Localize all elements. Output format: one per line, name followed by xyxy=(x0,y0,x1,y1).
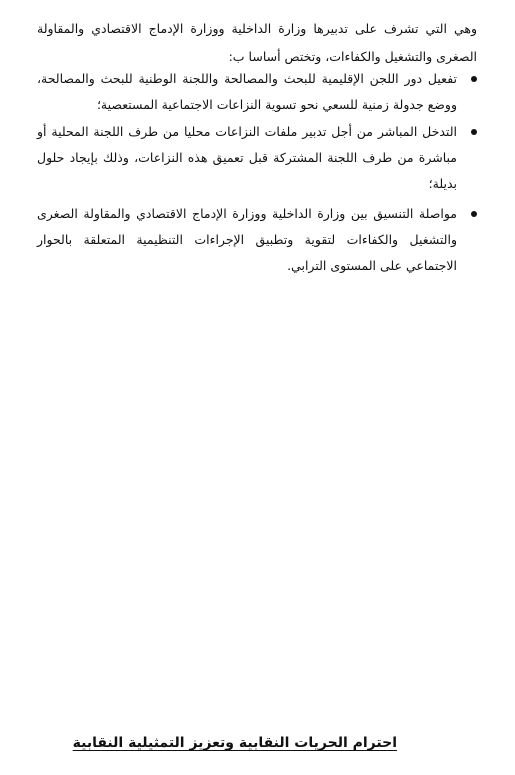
bullet-text: التدخل المباشر من أجل تدبير ملفات النزاعات محليا من طرف اللجنة المحلية أو مباشرة من طرف اللجنة المشتركة قبل تعميق هذه النزاعات، وذلك بإيجاد حلول بديلة؛ xyxy=(37,124,457,191)
intro-paragraph: وهي التي تشرف على تدبيرها وزارة الداخلية ووزارة الإدماج الاقتصادي والمقاولة الصغرى والتشغيل والكفاءات، وتختص أساسا ب: xyxy=(37,20,477,64)
list-item xyxy=(37,66,477,118)
bullet-icon xyxy=(471,211,477,217)
section-heading: احترام الحريات النقابية وتعزيز التمثيلية النقابية xyxy=(72,735,397,751)
bullet-icon xyxy=(471,129,477,135)
list-item xyxy=(37,119,477,197)
bullet-list xyxy=(37,60,477,280)
bullet-text: مواصلة التنسيق بين وزارة الداخلية ووزارة الإدماج الاقتصادي والمقاولة الصغرى والتشغيل والكفاءات لتقوية وتطبيق الإجراءات التنظيمية المتعلقة بالحوار الاجتماعي على المستوى الترابي. xyxy=(37,206,457,273)
bullet-icon xyxy=(471,76,477,82)
bullet-text: تفعيل دور اللجن الإقليمية للبحث والمصالحة واللجنة الوطنية للبحث والمصالحة، ووضع جدولة زمنية للسعي نحو تسوية النزاعات الاجتماعية المستعصية؛ xyxy=(37,71,457,112)
list-item xyxy=(37,201,477,279)
